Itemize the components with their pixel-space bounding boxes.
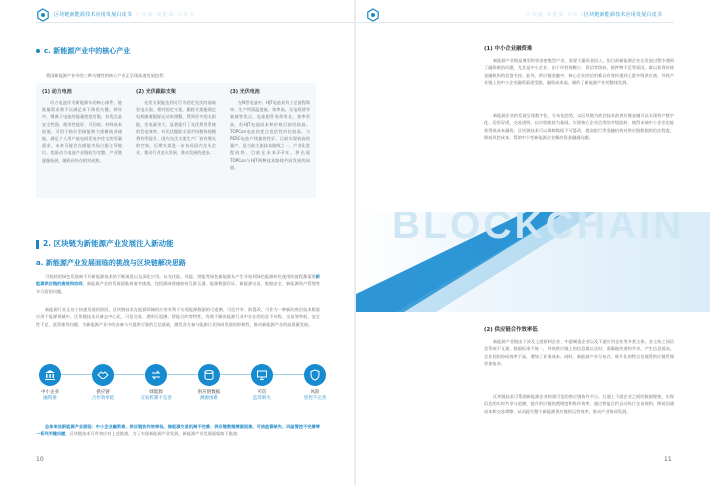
subsection-1-paragraph-2: 新能源企业的发展呈现数字化、分布化趋势，以区块链为底层技术的供应链金融可以实现资产数字化、信用穿透、交易透明，以应收账款为基础，实现核心企业信用的多级流转，使得末端中小企业也能获得低成本融资。区块链技术可以保障数据不可篡改，提高银行等金融机构对供应链数据的信任程度，降低风控成本，帮助中小型新能源企业解决资金融通问题。 <box>484 113 674 141</box>
challenge-sublabel: 交易机制不完善 <box>140 396 172 401</box>
header-faint-text: 区块链 新能源 白皮书 <box>136 12 196 18</box>
challenge-sublabel: 监管缺失 <box>253 396 271 401</box>
data-icon <box>198 364 220 386</box>
section-a-heading <box>36 258 186 268</box>
bank-icon <box>39 364 61 386</box>
header-title: 区块链新能源技术应用发展白皮书 <box>54 12 133 18</box>
section-c-title: c. 新能源产业中的核心产业 <box>44 47 131 55</box>
handshake-icon <box>92 364 114 386</box>
summary-paragraph <box>36 423 320 438</box>
challenge-label: 供应链数据 <box>197 390 221 395</box>
challenge-sublabel: 管控不完善 <box>303 396 327 401</box>
section-c-heading <box>36 46 130 56</box>
subsection-2-paragraph-2: 区块链技术可帮助新能源企业构建可信的供应链协作平台，打通上下游企业之间的数据壁垒，实现信息的实时共享与追溯，提升供应链的透明度和协作效率。通过智能合约自动执行交易规则，降低沟通成本和交易摩擦，从而提升整个新能源供应链的运营效率，推动产业协同发展。 <box>484 394 674 414</box>
column-title: (3) 光伏电池 <box>230 89 260 95</box>
challenge-item <box>28 364 72 402</box>
challenge-item <box>134 364 178 402</box>
paragraph-1 <box>36 273 320 295</box>
subsection-1-title: (1) 中小企业融资难 <box>484 46 533 52</box>
challenges-icon-row <box>28 364 338 414</box>
header-divider <box>356 22 674 23</box>
challenge-label: 风险 <box>310 390 320 395</box>
subsection-2-paragraph-1: 新能源产业链由于涉及上游原料企业、中游制造企业以及下游应用企业等多类主体，各主体之间信息系统不互通、数据标准不统一，导致供应链上的信息难以及时、准确地传递和共享，产生信息孤岛，企业间的协同效率不高，增加了业务成本。同时，新能源产业分布式、碎片化的特点也使得供应链管理更加复杂。 <box>484 339 674 367</box>
exchange-icon <box>145 364 167 386</box>
challenge-label: 可信 <box>257 390 267 395</box>
column-battery <box>42 88 122 164</box>
summary-text: ，区块链技术可有效应对上述挑战。为了实现新能源产业发展，新能源产业发展面临如下挑战： <box>65 431 242 437</box>
challenge-label: 绿能源 <box>149 390 163 395</box>
intro-text: 我国新能源产业中的三种关键性的核心产业正呈现高速发展趋势： <box>46 73 168 78</box>
header-faint-text: 区块链 新能源 白皮书 <box>526 12 586 18</box>
challenge-sublabel: 融资难 <box>43 396 57 401</box>
shield-icon <box>304 364 326 386</box>
challenge-item <box>293 364 337 402</box>
left-page <box>0 0 354 485</box>
column-title: (2) 光伏跟踪支架 <box>136 89 176 95</box>
challenge-item <box>240 364 284 402</box>
challenge-item <box>81 364 125 402</box>
column-pv-cell <box>230 88 310 171</box>
paragraph-1-highlight: 新能源供应链的高效和协同 <box>36 274 320 287</box>
challenge-sublabel: 溯源困难 <box>200 396 218 401</box>
header-divider <box>36 22 354 23</box>
page-number: 11 <box>664 456 672 463</box>
subsection-2-title: (2) 供应链合作效率低 <box>484 327 538 333</box>
page-header <box>356 8 710 22</box>
column-text: 在N型电池中，HJT电池具有工艺流程简单、生产所需温度低、效率高、无电致诱导衰减等优点，电池组件寿命更长，效率更高，但HJT电池成本和价格目前仍较高。TOPCon电池的优点包括性价比较高，与PERC电池产线兼容性好，目前实现较高的量产，是当前主流技术路线之一，产业化进程较快。目前在未来2-3年，将出现TOPCon与HJT两种技术路线共同发展的局面。 <box>230 100 310 170</box>
paragraph-2: 新能源行业正处于快速发展的阶段，区块链技术在能源领域的应用有利于实现能源数据的可追溯、可信共享、防篡改，可作为一种新的底层技术框架应用于能源领域中。区块链技术具备去中心化、可信交易、透明可追溯、智能合约等特性，有助于解决能源行业中存在的信息不对称、交易效率低、安全性不足、监管难等问题，为新能源产业中的各参与方提供可靠的互信基础，激发各方参与能源行业协同发展的积极性，推动新能源产业的高质量发展。 <box>36 307 320 327</box>
challenge-label: 供应链 <box>96 390 110 395</box>
right-page <box>356 0 710 485</box>
section-2-heading <box>36 238 174 249</box>
monitor-icon <box>251 364 273 386</box>
column-text: 光伏支架能达到可行为固定光伏的基础发电支架。相对固定支架，跟踪支架能满足电机随着跟踪运动来调整，得到更多的太阳能，发电量更大，显著提升了光伏利用系统的发电效率，对光伏跟踪支架市场整体规模将有所提升。国内光伏支架生产厂家有增长的空间，后期支架进一步布局国内龙头企业，推动行业龙头发展，推动发展的进步。 <box>136 100 216 156</box>
paragraph-1-text: 可持续的绿色发展离不开新能源技术的不断演进以及深化应用，从光伏能、风能、图能等绿色新能源从产生开始到绿色能源转化使用的流程都需要 <box>45 274 316 279</box>
column-tracker <box>136 88 216 157</box>
section-a-title: a. 新能源产业发展面临的挑战与区块链解决思路 <box>36 259 186 267</box>
blockchain-banner <box>356 212 710 312</box>
column-text: 动力电池作为新能源车的核心部件，能耗量需求将不以满足本下降的关键。两年中，锂离子电池的能量密度有限，但优点是安全性强、使用性能好、可回收。材料成本较低，可用于箱位型储能和大规模商业储能，满足个人用户低电网发电中住宅的零碳需求，未来可能会在储能市场占据主导地位。优质动力电池产业链较为完整，产业链逐渐拓展，融资向外在相对成熟。 <box>42 100 122 163</box>
challenge-label: 中小企业 <box>41 390 59 395</box>
section-2-title: 2. 区块链为新能源产业发展注入新动能 <box>43 239 174 248</box>
summary-highlight: 总体来说新能源产业面临：中小企业融资难、供应链协作效率低、绿能源交易机制不完善、供应链数据溯源困难、可信监管缺失、风险管控不完善等一系列关键问题 <box>36 424 320 437</box>
challenge-item <box>187 364 231 402</box>
column-title: (1) 动力电池 <box>42 89 72 95</box>
page-number: 10 <box>36 456 44 463</box>
page-header <box>0 8 354 22</box>
challenge-sublabel: 合作效率低 <box>91 396 115 401</box>
banner-watermark-text: BLOCKCHAIN <box>392 212 685 247</box>
subsection-1-paragraph-1: 新能源产业链是典型的资金密集型产业，需要大量资金投入，但目前新能源企业在发展过程中遇到了融资难的问题，尤其是中小企业，由于经营规模小、资信等级低、抵押物不足等原因，难以获得传统金融机构的信贷支持。此外，供应链金融中，核心企业的信用难以有效传递到上游多级供应商，导致产业链上的中小企业融资渠道受限、融资成本高，制约了新能源产业的整体发展。 <box>484 58 674 86</box>
paragraph-1-text-end: ，新能源产业的发展面临着诸多挑战，包括源网荷储如何互联互通、能源数据存证、新能源交易、数据安全、新能源资产管理等多方面的问题。 <box>36 281 320 294</box>
header-title: 区块链新能源技术应用发展白皮书 <box>584 12 663 18</box>
